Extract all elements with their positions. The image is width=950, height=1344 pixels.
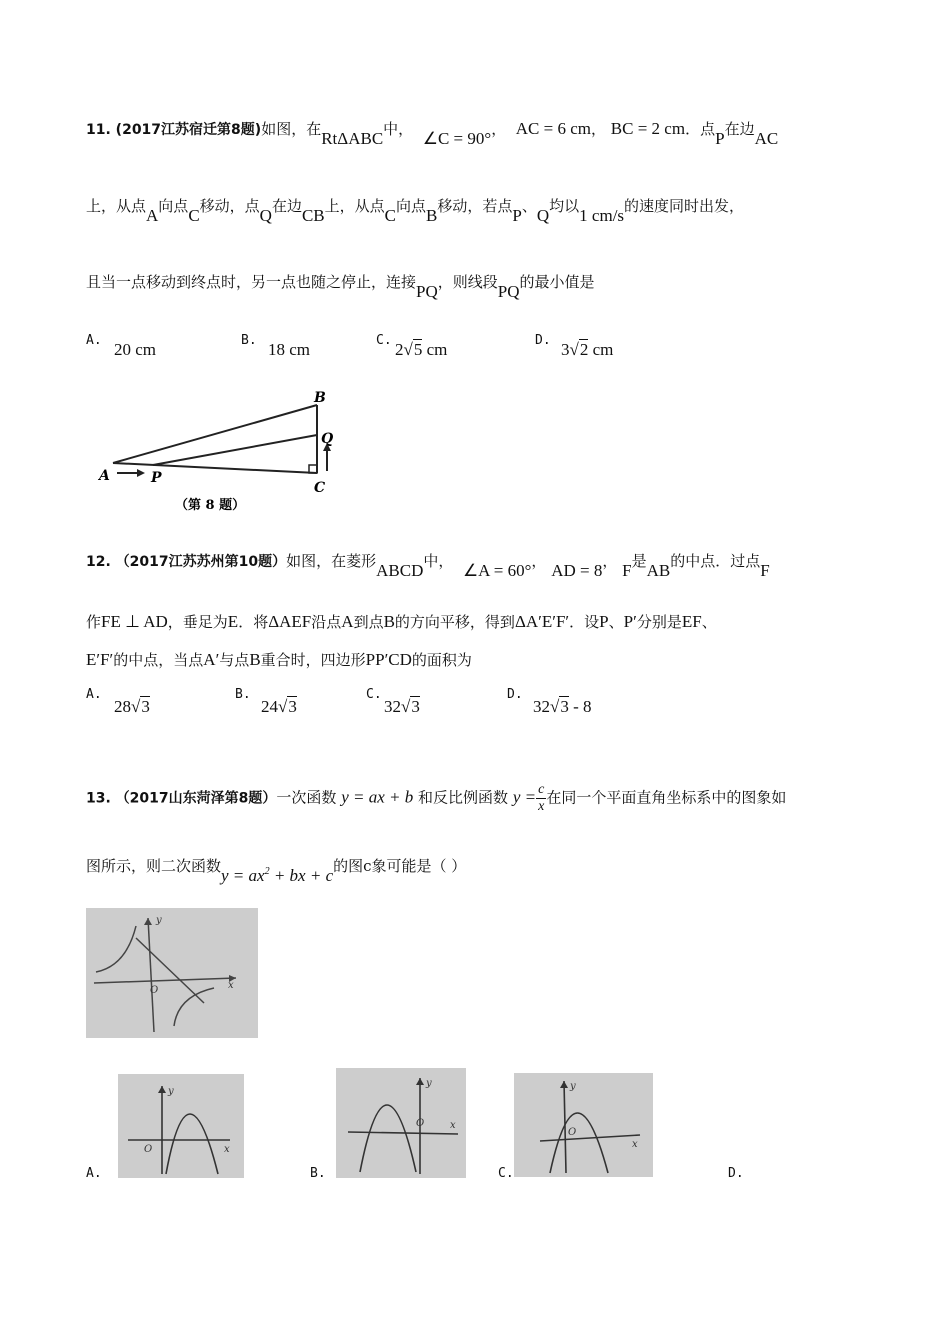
q12-math: B — [383, 612, 395, 631]
q11-text: 上，从点 — [86, 197, 147, 215]
q13-fraction — [536, 782, 546, 815]
q12-text: 的中点，当点 — [113, 651, 204, 669]
q11-option-c-value: 2√5 cm — [395, 340, 448, 359]
q12-text: 的中点．过点 — [670, 552, 761, 570]
q13-text: 一次函数 — [276, 788, 337, 807]
fig-label-q: Q — [321, 431, 334, 447]
q12-text: 沿点 — [311, 613, 342, 631]
coef: 24 — [261, 697, 278, 716]
fig-label-p: P — [151, 470, 162, 486]
q11-math: Q — [259, 206, 272, 225]
q11-math: RtΔABC — [321, 129, 384, 148]
frac-den: x — [538, 799, 545, 814]
coef: 2 — [395, 340, 404, 359]
q12-option-b-label[interactable]: B. — [235, 687, 251, 702]
radicand: 3 — [288, 697, 297, 716]
q11-math: C — [384, 206, 397, 225]
svg-text:y: y — [570, 1081, 576, 1092]
q11-text: ， — [491, 120, 507, 138]
q13-option-d-label[interactable]: D. — [728, 1166, 744, 1181]
q11-text: 移动，点 — [199, 197, 260, 215]
q11-tag: 11. (2017江苏宿迁第8题) — [86, 122, 262, 138]
svg-text:y: y — [426, 1078, 432, 1089]
q12-math: E — [227, 612, 239, 631]
q11-text: 且当一点移动到终点时，另一点也随之停止，连接 — [86, 273, 417, 291]
math-part: y = ax — [221, 866, 265, 885]
q11-math: B — [426, 206, 438, 225]
q11-line-1 — [86, 118, 779, 148]
svg-text:x: x — [450, 1120, 456, 1131]
radicand: 2 — [579, 340, 589, 359]
q11-text: 向点 — [158, 197, 189, 215]
q11-option-a-value: 20 cm — [114, 340, 157, 359]
q12-option-a-label[interactable]: A. — [86, 687, 102, 702]
q12-text: 中， — [423, 552, 454, 570]
q11-text: 均以 — [549, 197, 580, 215]
unit: cm — [588, 340, 614, 359]
q12-line-1 — [86, 550, 770, 580]
q13-option-b-label[interactable]: B. — [310, 1166, 326, 1181]
q12-option-d-label[interactable]: D. — [507, 687, 523, 702]
q12-text: ．将 — [238, 613, 269, 631]
q13-text: 和反比例函数 — [418, 788, 509, 807]
q12-text: 作 — [86, 613, 102, 631]
q12-math: E′F′ — [86, 650, 114, 669]
q11-text: 向点 — [396, 197, 427, 215]
q11-option-b-label[interactable]: B. — [241, 333, 257, 348]
q13-option-a-graph[interactable] — [118, 1074, 244, 1178]
frac-num: c — [538, 782, 545, 797]
q12-math: PP′CD — [365, 650, 412, 669]
q11-text: 上，从点 — [324, 197, 385, 215]
q12-math: P — [599, 612, 609, 631]
q13-text: 在同一个平面直角坐标系中的图象如 — [546, 788, 787, 807]
q11-text: ．点 — [685, 120, 716, 138]
fig-label-a: A — [99, 468, 110, 484]
q13-option-a-label[interactable]: A. — [86, 1166, 102, 1181]
coef: 32 — [533, 697, 550, 716]
axis-x-label: x — [228, 980, 234, 991]
q12-text: 分别是 — [636, 613, 682, 631]
q12-tag: 12. （2017江苏苏州第10题） — [86, 554, 287, 570]
q13-option-c-label[interactable]: C. — [498, 1166, 514, 1181]
q11-math: A — [146, 206, 159, 225]
q11-math: AC — [754, 129, 779, 148]
coef: 28 — [114, 697, 131, 716]
q11-option-d-label[interactable]: D. — [535, 333, 551, 348]
q11-math: P — [512, 206, 522, 225]
q11-text: 在边 — [724, 120, 755, 138]
radicand: 3 — [411, 697, 420, 716]
q12-text: ， — [602, 552, 618, 570]
q11-triangle-figure — [95, 385, 355, 520]
q13-line-1 — [86, 782, 786, 815]
q12-option-b-value: 24√3 — [261, 697, 297, 716]
fig-caption: （第 8 题） — [175, 498, 246, 513]
q13-option-c-graph[interactable] — [514, 1073, 653, 1177]
q13-line-2 — [86, 855, 467, 885]
q13-math — [221, 866, 333, 885]
fig-label-c: C — [314, 480, 326, 496]
q12-math: F — [622, 561, 632, 580]
q12-option-d-value: 32√3 - 8 — [533, 697, 592, 716]
q12-text: 、 — [608, 613, 624, 631]
q12-math: A — [341, 612, 354, 631]
q12-math: ΔAEF — [268, 612, 312, 631]
q11-text: 移动，若点 — [437, 197, 513, 215]
q12-math: A′ — [203, 650, 220, 669]
svg-text:x: x — [224, 1144, 230, 1155]
q11-math: ∠C = 90° — [422, 129, 492, 148]
axis-origin-label: O — [150, 985, 159, 996]
axis-y-label: y — [156, 915, 162, 926]
q12-math: AD = 8 — [551, 561, 603, 580]
q12-text: 、 — [701, 613, 717, 631]
coef: 3 — [561, 340, 570, 359]
q11-option-b-value: 18 cm — [268, 340, 311, 359]
q11-text: 中， — [383, 120, 414, 138]
q11-math: P — [715, 129, 725, 148]
unit: cm — [422, 340, 448, 359]
coef: 32 — [384, 697, 401, 716]
radicand: 5 — [413, 340, 423, 359]
q13-math: y = — [512, 787, 537, 807]
q11-math: PQ — [497, 282, 520, 301]
q11-math: 1 cm/s — [579, 206, 625, 225]
q12-text: 与点 — [219, 651, 250, 669]
q11-option-d-value: 3√2 cm — [561, 340, 614, 359]
q12-math: ABCD — [376, 561, 424, 580]
radicand: 3 — [560, 697, 569, 716]
q13-tag: 13. （2017山东菏泽第8题） — [86, 790, 277, 807]
q11-text: 的最小值是 — [519, 273, 595, 291]
q12-math: AB — [646, 561, 671, 580]
q12-text: 的面积为 — [411, 651, 472, 669]
q12-option-c-label[interactable]: C. — [366, 687, 382, 702]
q12-math: ∠A = 60° — [462, 561, 532, 580]
svg-text:x: x — [632, 1139, 638, 1150]
q12-text: 到点 — [353, 613, 384, 631]
fig-label-b: B — [314, 390, 326, 406]
q12-math: P′ — [623, 612, 637, 631]
q11-text: 如图，在 — [261, 120, 322, 138]
q11-option-c-label[interactable]: C. — [376, 333, 392, 348]
q13-text: 图所示，则二次函数 — [86, 857, 222, 875]
math-sup: 2 — [264, 866, 270, 877]
q12-line-3 — [86, 649, 472, 670]
q12-text: 重合时，四边形 — [260, 651, 366, 669]
q12-text: ．设 — [569, 613, 600, 631]
q12-option-c-value: 32√3 — [384, 697, 420, 716]
q13-text: 的图c象可能是（ ） — [333, 857, 467, 875]
q12-math: EF — [681, 612, 702, 631]
q13-option-b-graph[interactable] — [336, 1068, 466, 1178]
math-part: + bx + c — [269, 866, 334, 885]
q11-math: Q — [536, 206, 550, 225]
q11-text: 、 — [521, 197, 537, 215]
q12-math: ΔA′E′F′ — [514, 612, 570, 631]
q11-text: ，则线段 — [437, 273, 498, 291]
q12-text: 是 — [631, 552, 647, 570]
q11-line-3 — [86, 271, 595, 301]
q13-reference-graph — [86, 908, 258, 1038]
svg-text:O: O — [568, 1127, 577, 1138]
q11-math: AC = 6 cm — [515, 119, 591, 138]
tail: - 8 — [568, 697, 592, 716]
q11-text: ， — [590, 120, 606, 138]
q12-text: ，垂足为 — [167, 613, 228, 631]
q11-text: 在边 — [271, 197, 302, 215]
radicand: 3 — [141, 697, 150, 716]
q11-line-2 — [86, 195, 745, 225]
q11-text: 的速度同时出发， — [624, 197, 745, 215]
q11-option-a-label[interactable]: A. — [86, 333, 102, 348]
q12-text: 如图，在菱形 — [286, 552, 377, 570]
svg-text:O: O — [416, 1118, 425, 1129]
q12-math: F — [760, 561, 770, 580]
q13-math: y = ax + b — [341, 787, 414, 807]
svg-text:y: y — [168, 1086, 174, 1097]
q11-math: PQ — [416, 282, 438, 301]
q11-math: BC = 2 cm — [610, 119, 686, 138]
q12-math: FE ⊥ AD — [101, 612, 168, 631]
q12-text: ， — [531, 552, 547, 570]
q11-math: CB — [301, 206, 325, 225]
q12-text: 的方向平移，得到 — [394, 613, 515, 631]
q12-option-a-value: 28√3 — [114, 697, 150, 716]
q12-line-2 — [86, 611, 717, 632]
q11-math: C — [188, 206, 200, 225]
svg-text:O: O — [144, 1144, 153, 1155]
q12-math: B — [249, 650, 261, 669]
